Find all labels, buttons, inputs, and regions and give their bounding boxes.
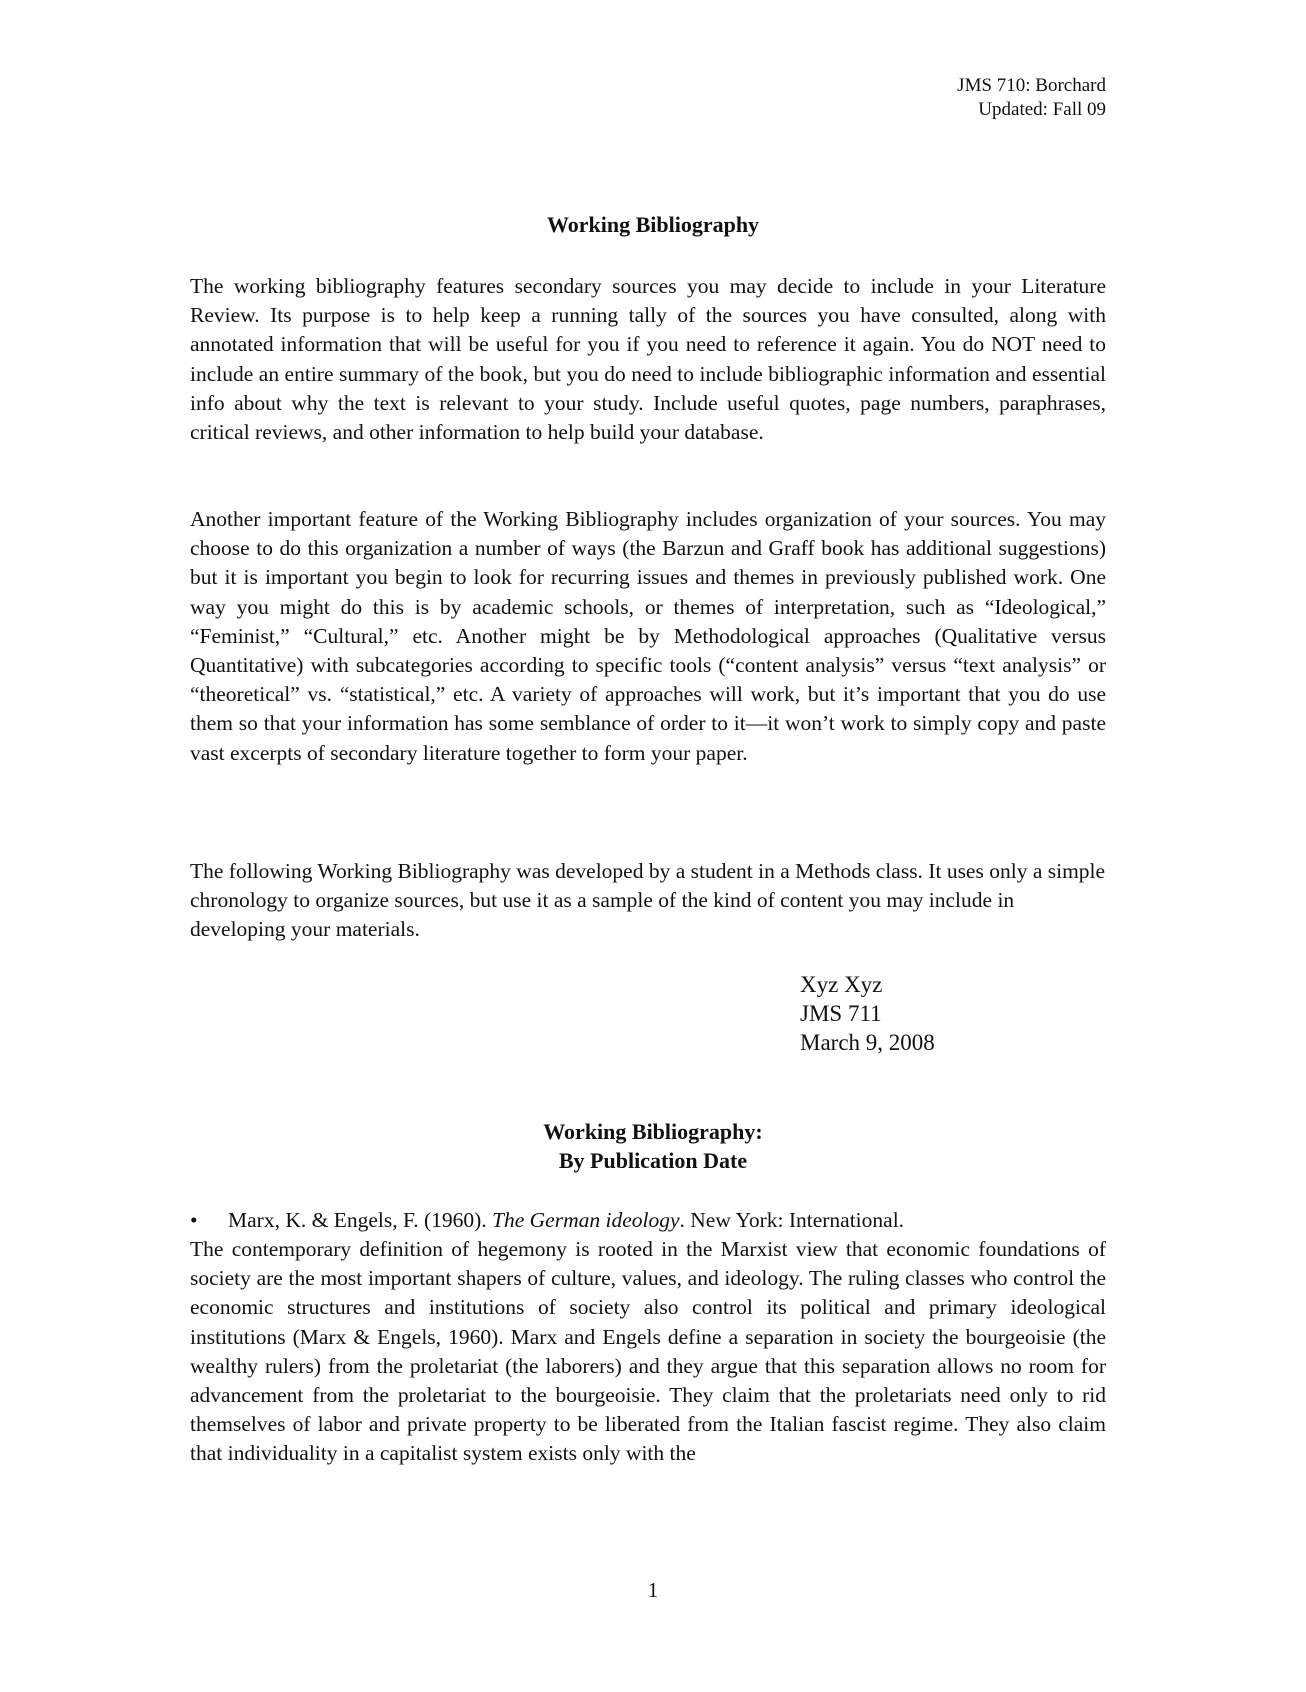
student-signature-block — [800, 970, 935, 1057]
paragraph-intro: The working bibliography features secondary sources you may decide to include in your Literature Review. Its purpose is to help keep a running tally of the sources you have consulted, along with annotated information that will be useful for you if you need to reference it again. You do NOT need to include an entire summary of the book, but you do need to include bibliographic information and essential info about why the text is relevant to your study. Include useful quotes, page numbers, paraphrases, critical reviews, and other information to help build your database. — [190, 274, 1106, 445]
citation-title: The German ideology — [492, 1208, 680, 1232]
submission-date: March 9, 2008 — [800, 1030, 935, 1055]
paragraph-organization: Another important feature of the Working Bibliography includes organization of your sources. You may choose to do this organization a number of ways (the Barzun and Graff book has additional suggestions) but it is important you begin to look for recurring issues and themes in previously published work. One way you might do this is by academic schools, or themes of interpretation, such as “Ideological,” “Feminist,” “Cultural,” etc. Another might be by Methodological approaches (Qualitative versus Quantitative) with subcategories according to specific tools (“content analysis” versus “text analysis” or “theoretical” vs. “statistical,” etc. A variety of approaches will work, but it’s important that you do use them so that your information has some semblance of order to it—it won’t work to simply copy and paste vast excerpts of secondary literature together to form your paper. — [190, 507, 1106, 765]
citation-publisher: . New York: International. — [679, 1208, 905, 1232]
page-header — [957, 74, 1106, 122]
page-number: 1 — [647, 1578, 659, 1602]
citation-authors: Marx, K. & Engels, F. (1960). — [228, 1208, 493, 1232]
header-course: JMS 710: Borchard — [957, 75, 1106, 96]
paragraph-sample-note: The following Working Bibliography was developed by a student in a Methods class. It uses only a simple chronology to organize sources, but use it as a sample of the kind of content you may include in developing your materials. — [190, 859, 1106, 942]
header-updated: Updated: Fall 09 — [978, 99, 1106, 120]
section-title-line2: By Publication Date — [558, 1148, 748, 1173]
bibliography-entry-annotation: The contemporary definition of hegemony is rooted in the Marxist view that economic foundations of society are the most important shapers of culture, values, and ideology. The ruling classes who control the economic structures and institutions of society also control its political and primary ideological institutions (Marx & Engels, 1960). Marx and Engels define a separation in society the bourgeoisie (the wealthy rulers) from the proletariat (the laborers) and they argue that this separation allows no room for advancement from the proletariat to the bourgeoisie. They claim that the proletariats need only to rid themselves of labor and private property to be liberated from the Italian fascist regime. They also claim that individuality in a capitalist system exists only with the — [190, 1237, 1106, 1466]
section-title-line1: Working Bibliography: — [543, 1119, 763, 1144]
document-title: Working Bibliography — [546, 212, 760, 237]
student-course: JMS 711 — [800, 1001, 882, 1026]
section-title — [190, 1117, 1116, 1175]
bullet-icon: • — [190, 1208, 198, 1232]
bibliography-entry-citation — [190, 1206, 1106, 1235]
student-name: Xyz Xyz — [800, 972, 883, 997]
